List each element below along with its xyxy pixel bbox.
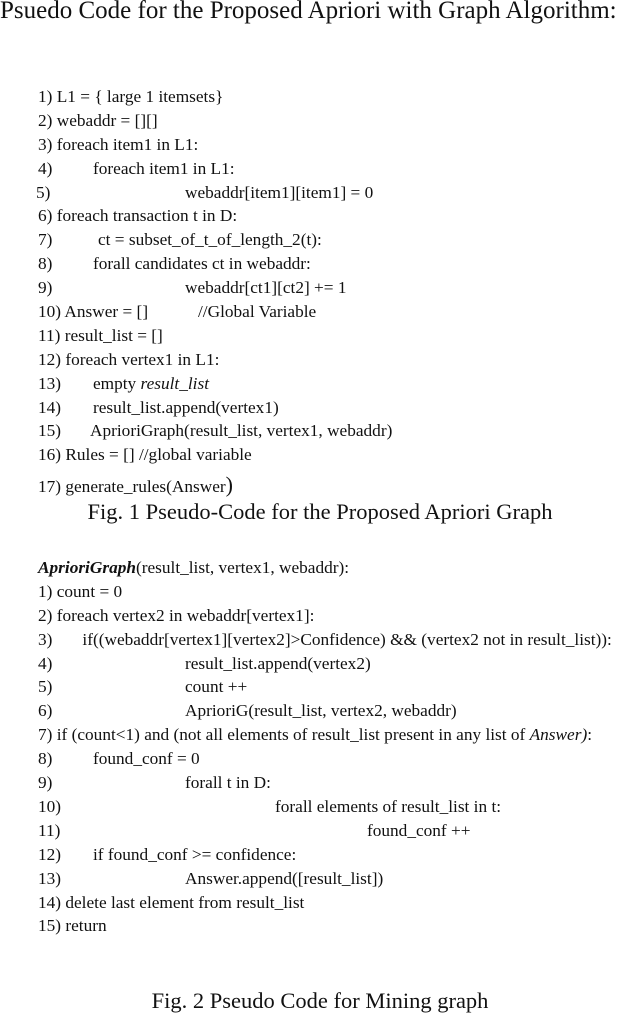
code-line: 8) forall candidates ct in webaddr: [38,254,311,274]
code-line: 6) AprioriG(result_list, vertex2, webaddr) [38,701,457,721]
code-line: 8) found_conf = 0 [38,749,200,769]
function-header: AprioriGraph(result_list, vertex1, webaddr): [38,558,350,577]
figure-caption-1: Fig. 1 Pseudo-Code for the Proposed Apriori Graph [87,499,553,524]
code-line: 15) return [38,916,107,936]
pseudo-code-fig2 [0,556,640,938]
pseudo-code-fig1 [0,85,640,497]
code-line: 12) if found_conf >= confidence: [38,844,297,864]
figure-caption-2: Fig. 2 Pseudo Code for Mining graph [151,988,489,1013]
code-line: 14) result_list.append(vertex1) [38,397,279,417]
code-line: 7) ct = subset_of_t_of_length_2(t): [38,230,322,250]
code-line: 13) empty result_list [38,373,210,393]
code-line: 5) webaddr[item1][item1] = 0 [36,182,374,202]
code-line: 12) foreach vertex1 in L1: [38,349,220,369]
code-line: 3) if((webaddr[vertex1][vertex2]>Confidence) && (vertex2 not in result_list)): [38,629,612,649]
code-line: 3) foreach item1 in L1: [38,134,199,154]
code-line: 1) count = 0 [38,581,123,601]
code-line: 11) result_list = [] [38,325,163,345]
code-line: 17) generate_rules(Answer) [38,472,233,498]
code-line: 16) Rules = [] //global variable [38,445,252,465]
section-heading: Psuedo Code for the Proposed Apriori with Graph Algorithm: [0,0,617,24]
code-line: 10) Answer = [] //Global Variable [38,302,317,322]
code-line: 13) Answer.append([result_list]) [38,868,384,888]
code-line: 9) forall t in D: [38,773,271,793]
code-line: 9) webaddr[ct1][ct2] += 1 [38,278,347,298]
code-line: 1) L1 = { large 1 itemsets} [38,87,224,106]
code-line: 14) delete last element from result_list [38,892,305,912]
code-line: 4) result_list.append(vertex2) [38,653,371,673]
code-line: 7) if (count<1) and (not all elements of result_list present in any list of Answer): [38,725,593,745]
code-line: 5) count ++ [38,677,248,697]
code-line: 2) foreach vertex2 in webaddr[vertex1]: [38,605,315,625]
code-line: 10) forall elements of result_list in t: [38,796,502,816]
code-line: 2) webaddr = [][] [38,110,158,130]
code-line: 4) foreach item1 in L1: [38,158,235,178]
code-line: 11) found_conf ++ [38,820,471,840]
code-line: 6) foreach transaction t in D: [38,206,238,226]
code-line: 15) AprioriGraph(result_list, vertex1, webaddr) [38,421,393,441]
